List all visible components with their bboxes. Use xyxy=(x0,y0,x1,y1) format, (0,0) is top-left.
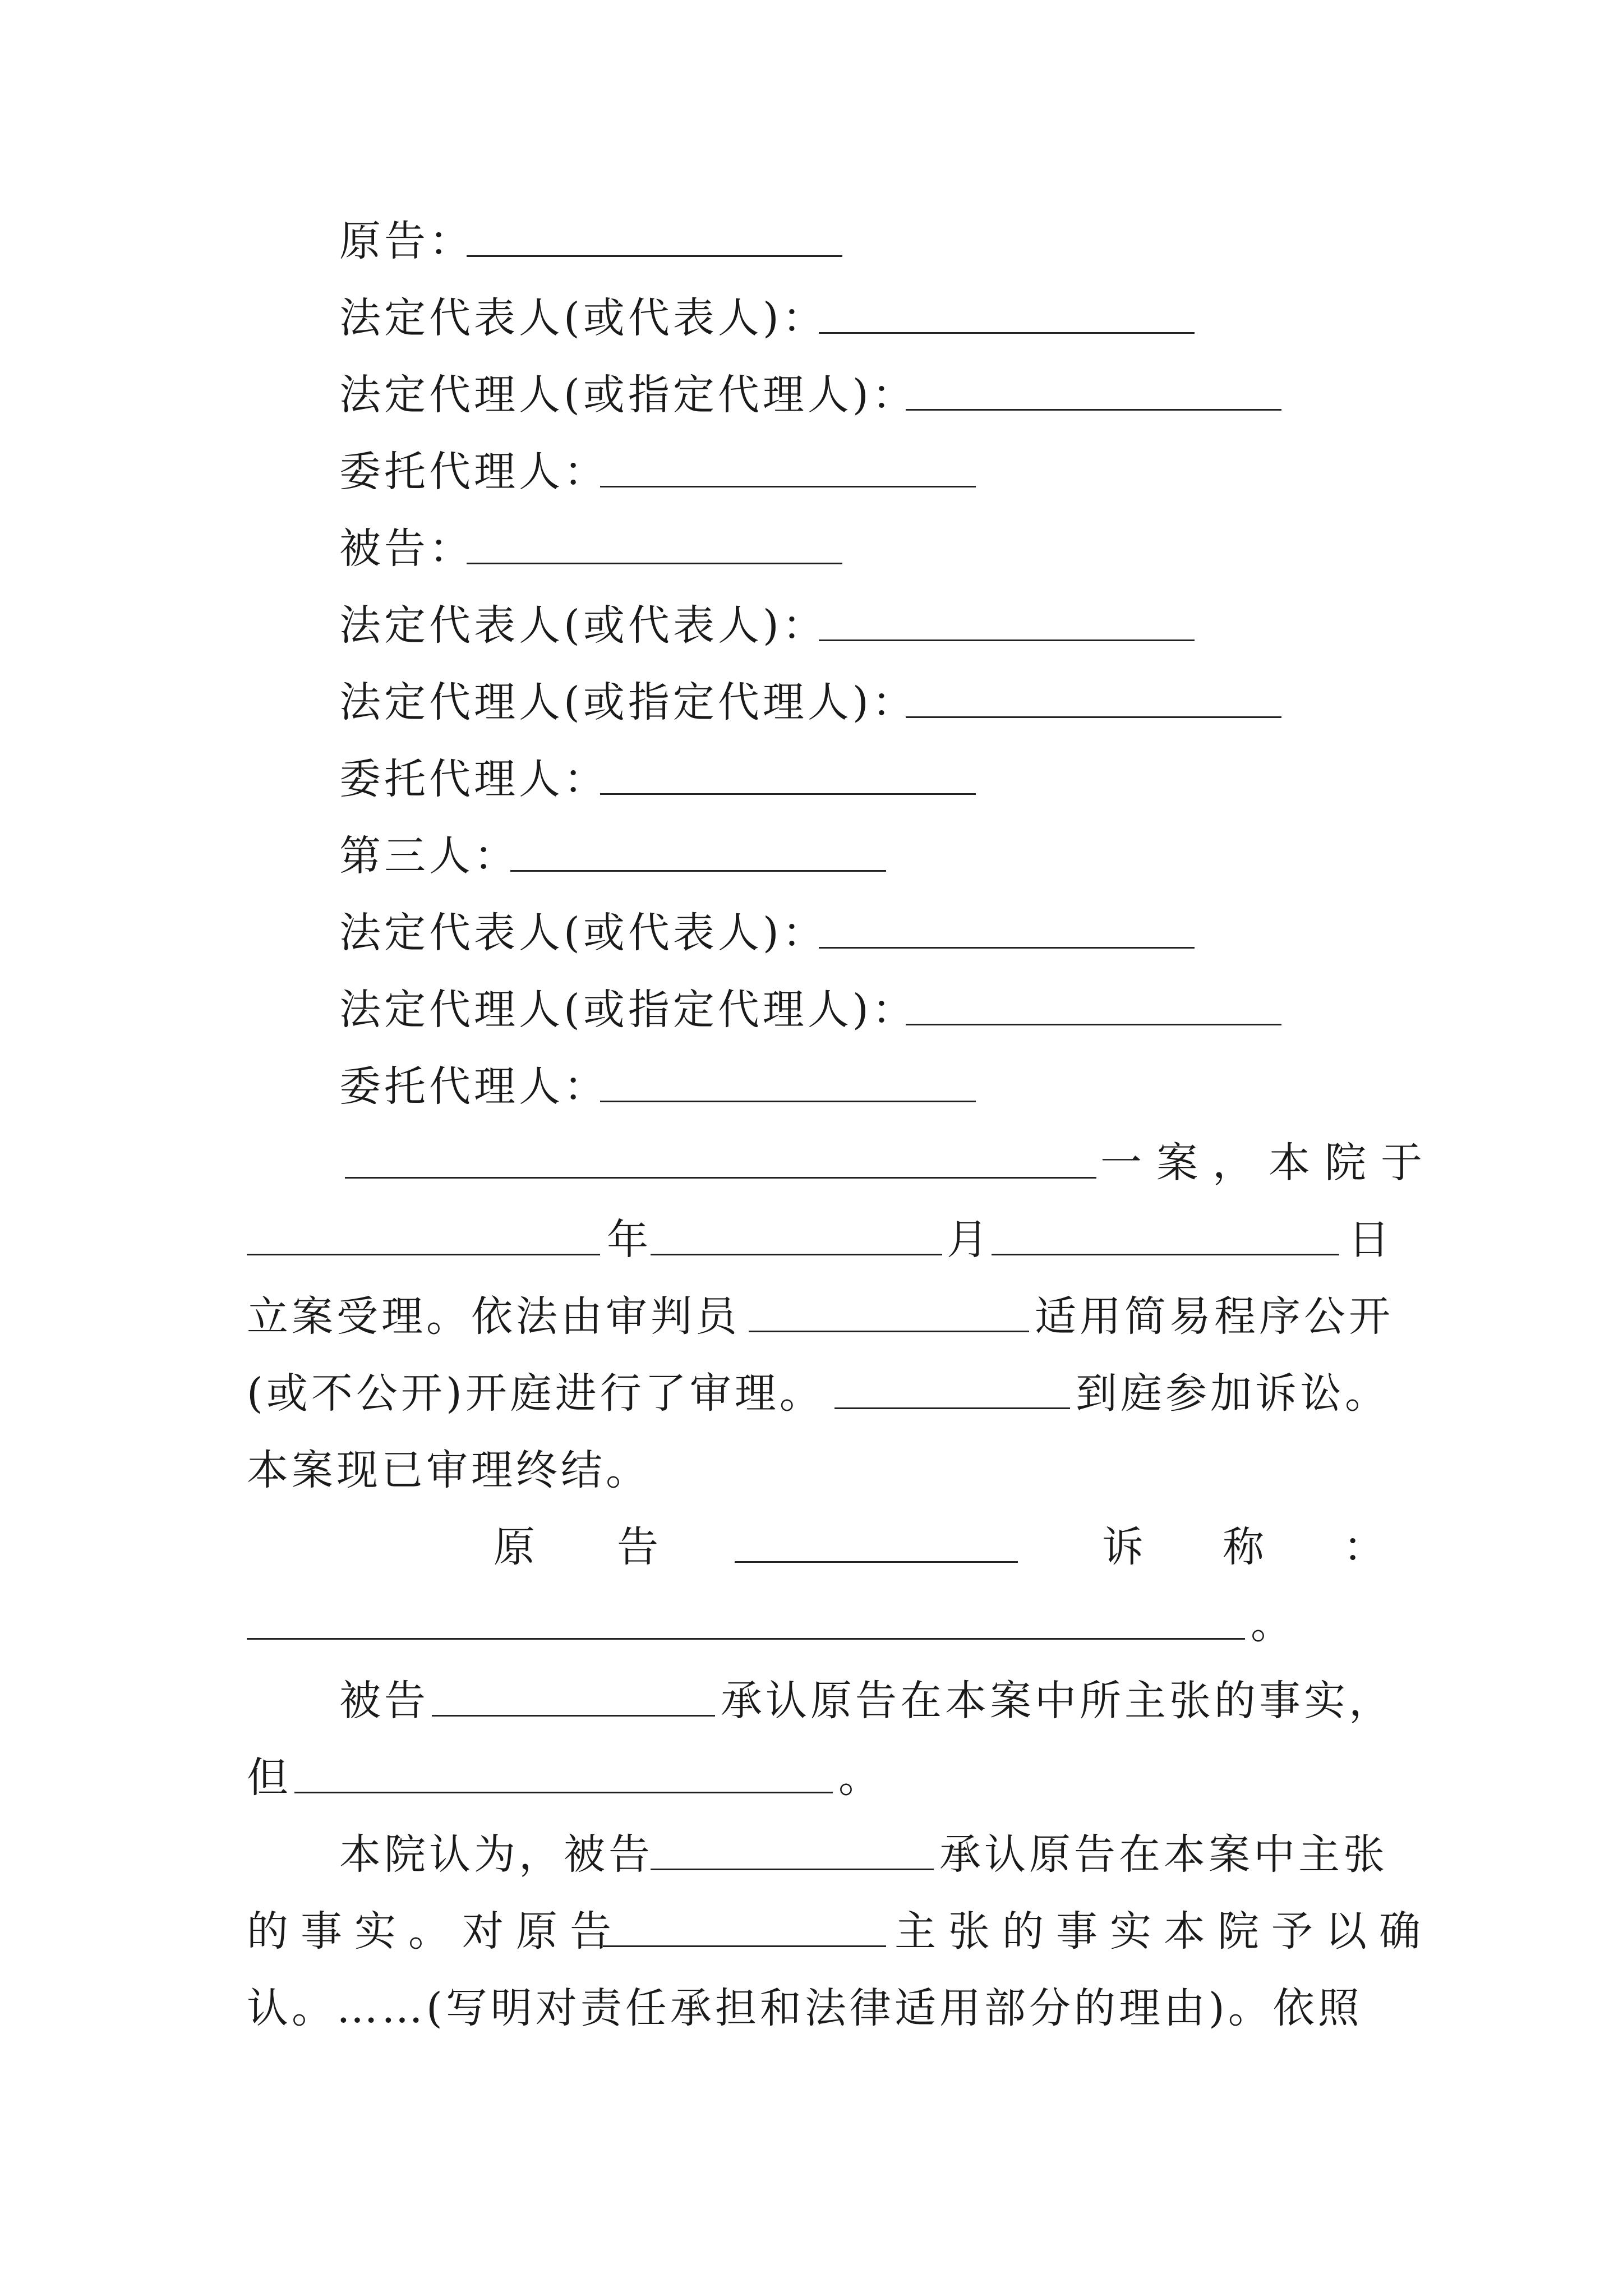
year-blank xyxy=(247,1254,600,1255)
defendant-entrusted-agent-label: 委托代理人： xyxy=(339,755,608,803)
claim-char-5: ： xyxy=(1343,1523,1388,1571)
defense-end: 。 xyxy=(838,1754,883,1802)
opinion-text-b: 承认原告在本案中主张 xyxy=(939,1830,1388,1879)
case-intro-text-1: 一案，本院于 xyxy=(1100,1139,1437,1187)
defendant-entrusted-agent-blank xyxy=(600,793,976,795)
opinion-plaintiff-blank xyxy=(603,1945,886,1947)
defendant-legal-rep-blank xyxy=(819,639,1195,641)
third-party-blank xyxy=(510,870,886,872)
third-party-legal-rep-label: 法定代表人(或代表人)： xyxy=(339,909,827,957)
case-intro-text-3b: 适用简易程序公开 xyxy=(1035,1292,1394,1341)
claim-char-1: 原 xyxy=(494,1523,538,1571)
third-party-entrusted-agent-label: 委托代理人： xyxy=(339,1062,608,1111)
judge-blank xyxy=(749,1331,1029,1332)
third-party-label: 第三人： xyxy=(339,832,519,880)
opinion-text-e: 认。……(写明对责任承担和法律适用部分的理由)。依照 xyxy=(247,1984,1363,2032)
plaintiff-legal-rep-label: 法定代表人(或代表人)： xyxy=(339,294,827,342)
claim-content-blank xyxy=(247,1638,1245,1640)
defense-text-b: 承认原告在本案中所主张的事实， xyxy=(721,1677,1394,1725)
defendant-statutory-agent-label: 法定代理人(或指定代理人)： xyxy=(339,678,917,726)
defendant-label: 被告： xyxy=(339,524,474,573)
plaintiff-legal-rep-blank xyxy=(819,332,1195,334)
opinion-text-d: 主张的事实本院予以确 xyxy=(895,1907,1433,1955)
case-intro-text-3a: 立案受理。依法由审判员 xyxy=(247,1292,740,1341)
defense-defendant-blank xyxy=(432,1715,715,1717)
day-label: 日 xyxy=(1348,1216,1393,1264)
claim-plaintiff-blank xyxy=(735,1561,1018,1563)
defendant-legal-rep-label: 法定代表人(或代表人)： xyxy=(339,601,827,650)
opinion-defendant-blank xyxy=(651,1869,934,1870)
defendant-blank xyxy=(467,563,842,564)
third-party-statutory-agent-label: 法定代理人(或指定代理人)： xyxy=(339,986,917,1034)
case-intro-text-4a: (或不公开)开庭进行了审理。 xyxy=(247,1369,824,1418)
third-party-legal-rep-blank xyxy=(819,947,1195,949)
opinion-text-a: 本院认为，被告 xyxy=(339,1830,653,1879)
claim-char-4: 称 xyxy=(1223,1523,1267,1571)
plaintiff-entrusted-agent-blank xyxy=(600,486,976,487)
plaintiff-statutory-agent-blank xyxy=(906,409,1281,411)
month-label: 月 xyxy=(947,1216,992,1264)
defense-text-a: 被告 xyxy=(339,1677,429,1725)
claim-char-2: 告 xyxy=(617,1523,662,1571)
defense-text-c: 但 xyxy=(247,1754,292,1802)
plaintiff-entrusted-agent-label: 委托代理人： xyxy=(339,448,608,496)
day-blank xyxy=(992,1254,1339,1255)
third-party-statutory-agent-blank xyxy=(906,1024,1281,1025)
plaintiff-blank xyxy=(467,255,842,257)
claim-char-3: 诉 xyxy=(1102,1523,1147,1571)
month-blank xyxy=(651,1254,942,1255)
plaintiff-label: 原告： xyxy=(339,217,474,265)
opinion-text-c: 的事实。对原告 xyxy=(247,1907,624,1955)
plaintiff-statutory-agent-label: 法定代理人(或指定代理人)： xyxy=(339,371,917,419)
defense-content-blank xyxy=(294,1792,833,1793)
claim-end: 。 xyxy=(1251,1600,1295,1648)
case-intro-text-4b: 到庭参加诉讼。 xyxy=(1076,1369,1390,1418)
year-label: 年 xyxy=(607,1216,652,1264)
third-party-entrusted-agent-blank xyxy=(600,1101,976,1102)
attendees-blank xyxy=(834,1407,1070,1409)
case-cause-blank xyxy=(345,1177,1096,1179)
defendant-statutory-agent-blank xyxy=(906,716,1281,718)
case-intro-text-5: 本案现已审理终结。 xyxy=(247,1446,651,1494)
